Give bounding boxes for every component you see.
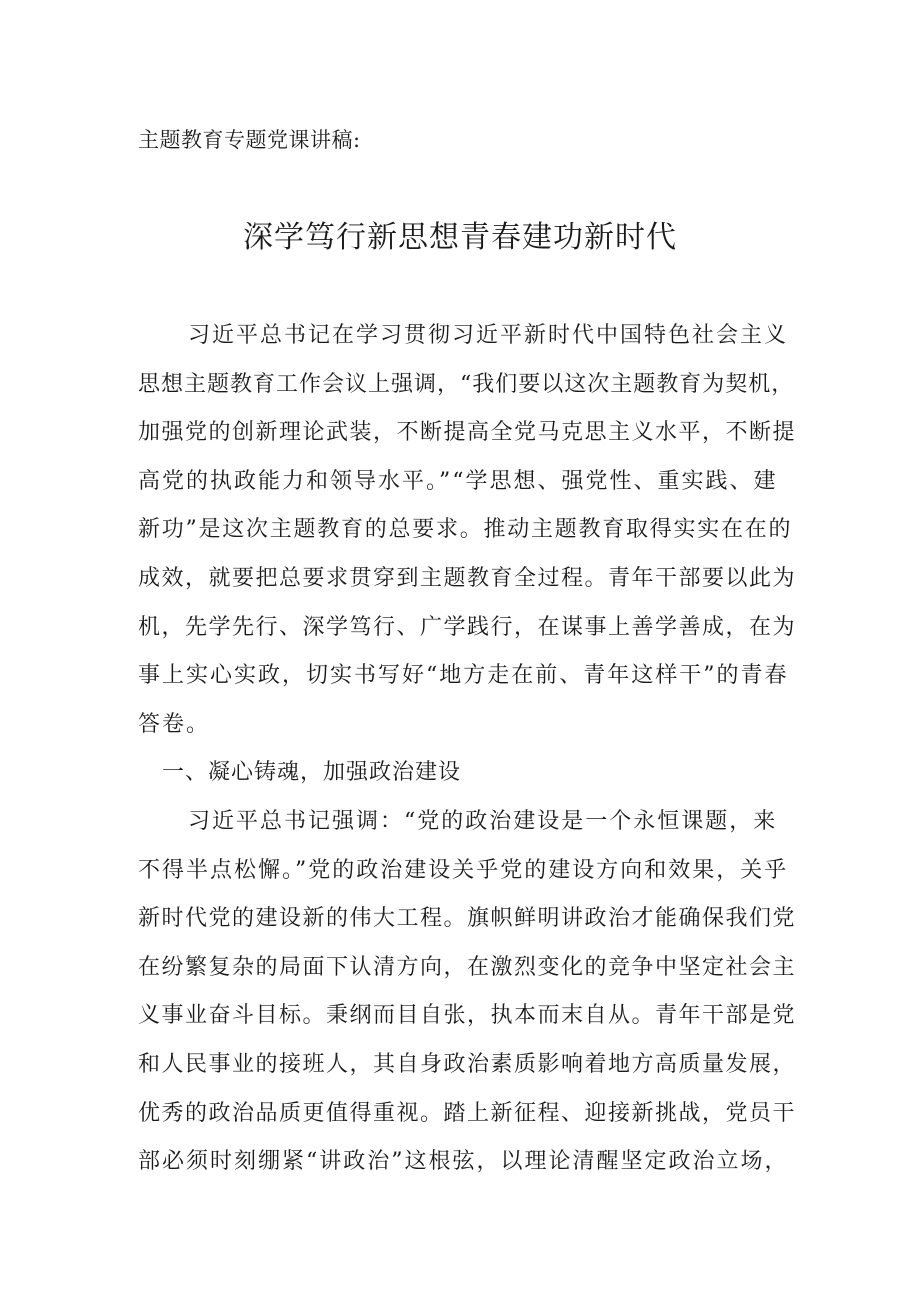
paragraph-line: 答卷。	[138, 711, 211, 737]
document-title: 深学笃行新思想青春建功新时代	[243, 220, 677, 255]
paragraph-line: 优秀的政治品质更值得重视。踏上新征程、迎接新挑战，党员干	[138, 1100, 797, 1126]
paragraph-line: 事上实心实政，切实书写好“地方走在前、青年这样干”的青春	[138, 663, 789, 689]
paragraph-line: 新时代党的建设新的伟大工程。旗帜鲜明讲政治才能确保我们党	[138, 906, 797, 932]
paragraph-line: 习近平总书记在学习贯彻习近平新时代中国特色社会主义	[188, 323, 789, 348]
document-body	[138, 316, 798, 1191]
paragraph-line: 思想主题教育工作会议上强调，“我们要以这次主题教育为契机，	[138, 371, 795, 397]
paragraph-line: 和人民事业的接班人，其自身政治素质影响着地方高质量发展，	[138, 1051, 797, 1077]
paragraph-line: 部必须时刻绷紧“讲政治”这根弦，以理论清醒坚定政治立场，	[138, 1149, 789, 1175]
paragraph-line: 在纷繁复杂的局面下认清方向，在激烈变化的竞争中坚定社会主	[138, 954, 797, 980]
paragraph-line: 习近平总书记强调：“党的政治建设是一个永恒课题，来	[188, 808, 778, 834]
paragraph-line: 新功”是这次主题教育的总要求。推动主题教育取得实实在在的	[138, 517, 793, 543]
paragraph-line: 成效，就要把总要求贯穿到主题教育全过程。青年干部要以此为	[138, 565, 797, 591]
paragraph-line: 机，先学先行、深学笃行、广学践行，在谋事上善学善成，在为	[138, 614, 797, 640]
paragraph-line: 义事业奋斗目标。秉纲而目自张，执本而末自从。青年干部是党	[138, 1003, 797, 1029]
document-label: 主题教育专题党课讲稿:	[138, 128, 361, 152]
section-heading: 一、凝心铸魂，加强政治建设	[162, 760, 462, 786]
paragraph-line: 加强党的创新理论武装，不断提高全党马克思主义水平，不断提	[138, 420, 797, 446]
paragraph-line: 不得半点松懈。”党的政治建设关乎党的建设方向和效果，关乎	[138, 857, 789, 883]
paragraph-line: 高党的执政能力和领导水平。”“学思想、强党性、重实践、建	[138, 468, 778, 494]
